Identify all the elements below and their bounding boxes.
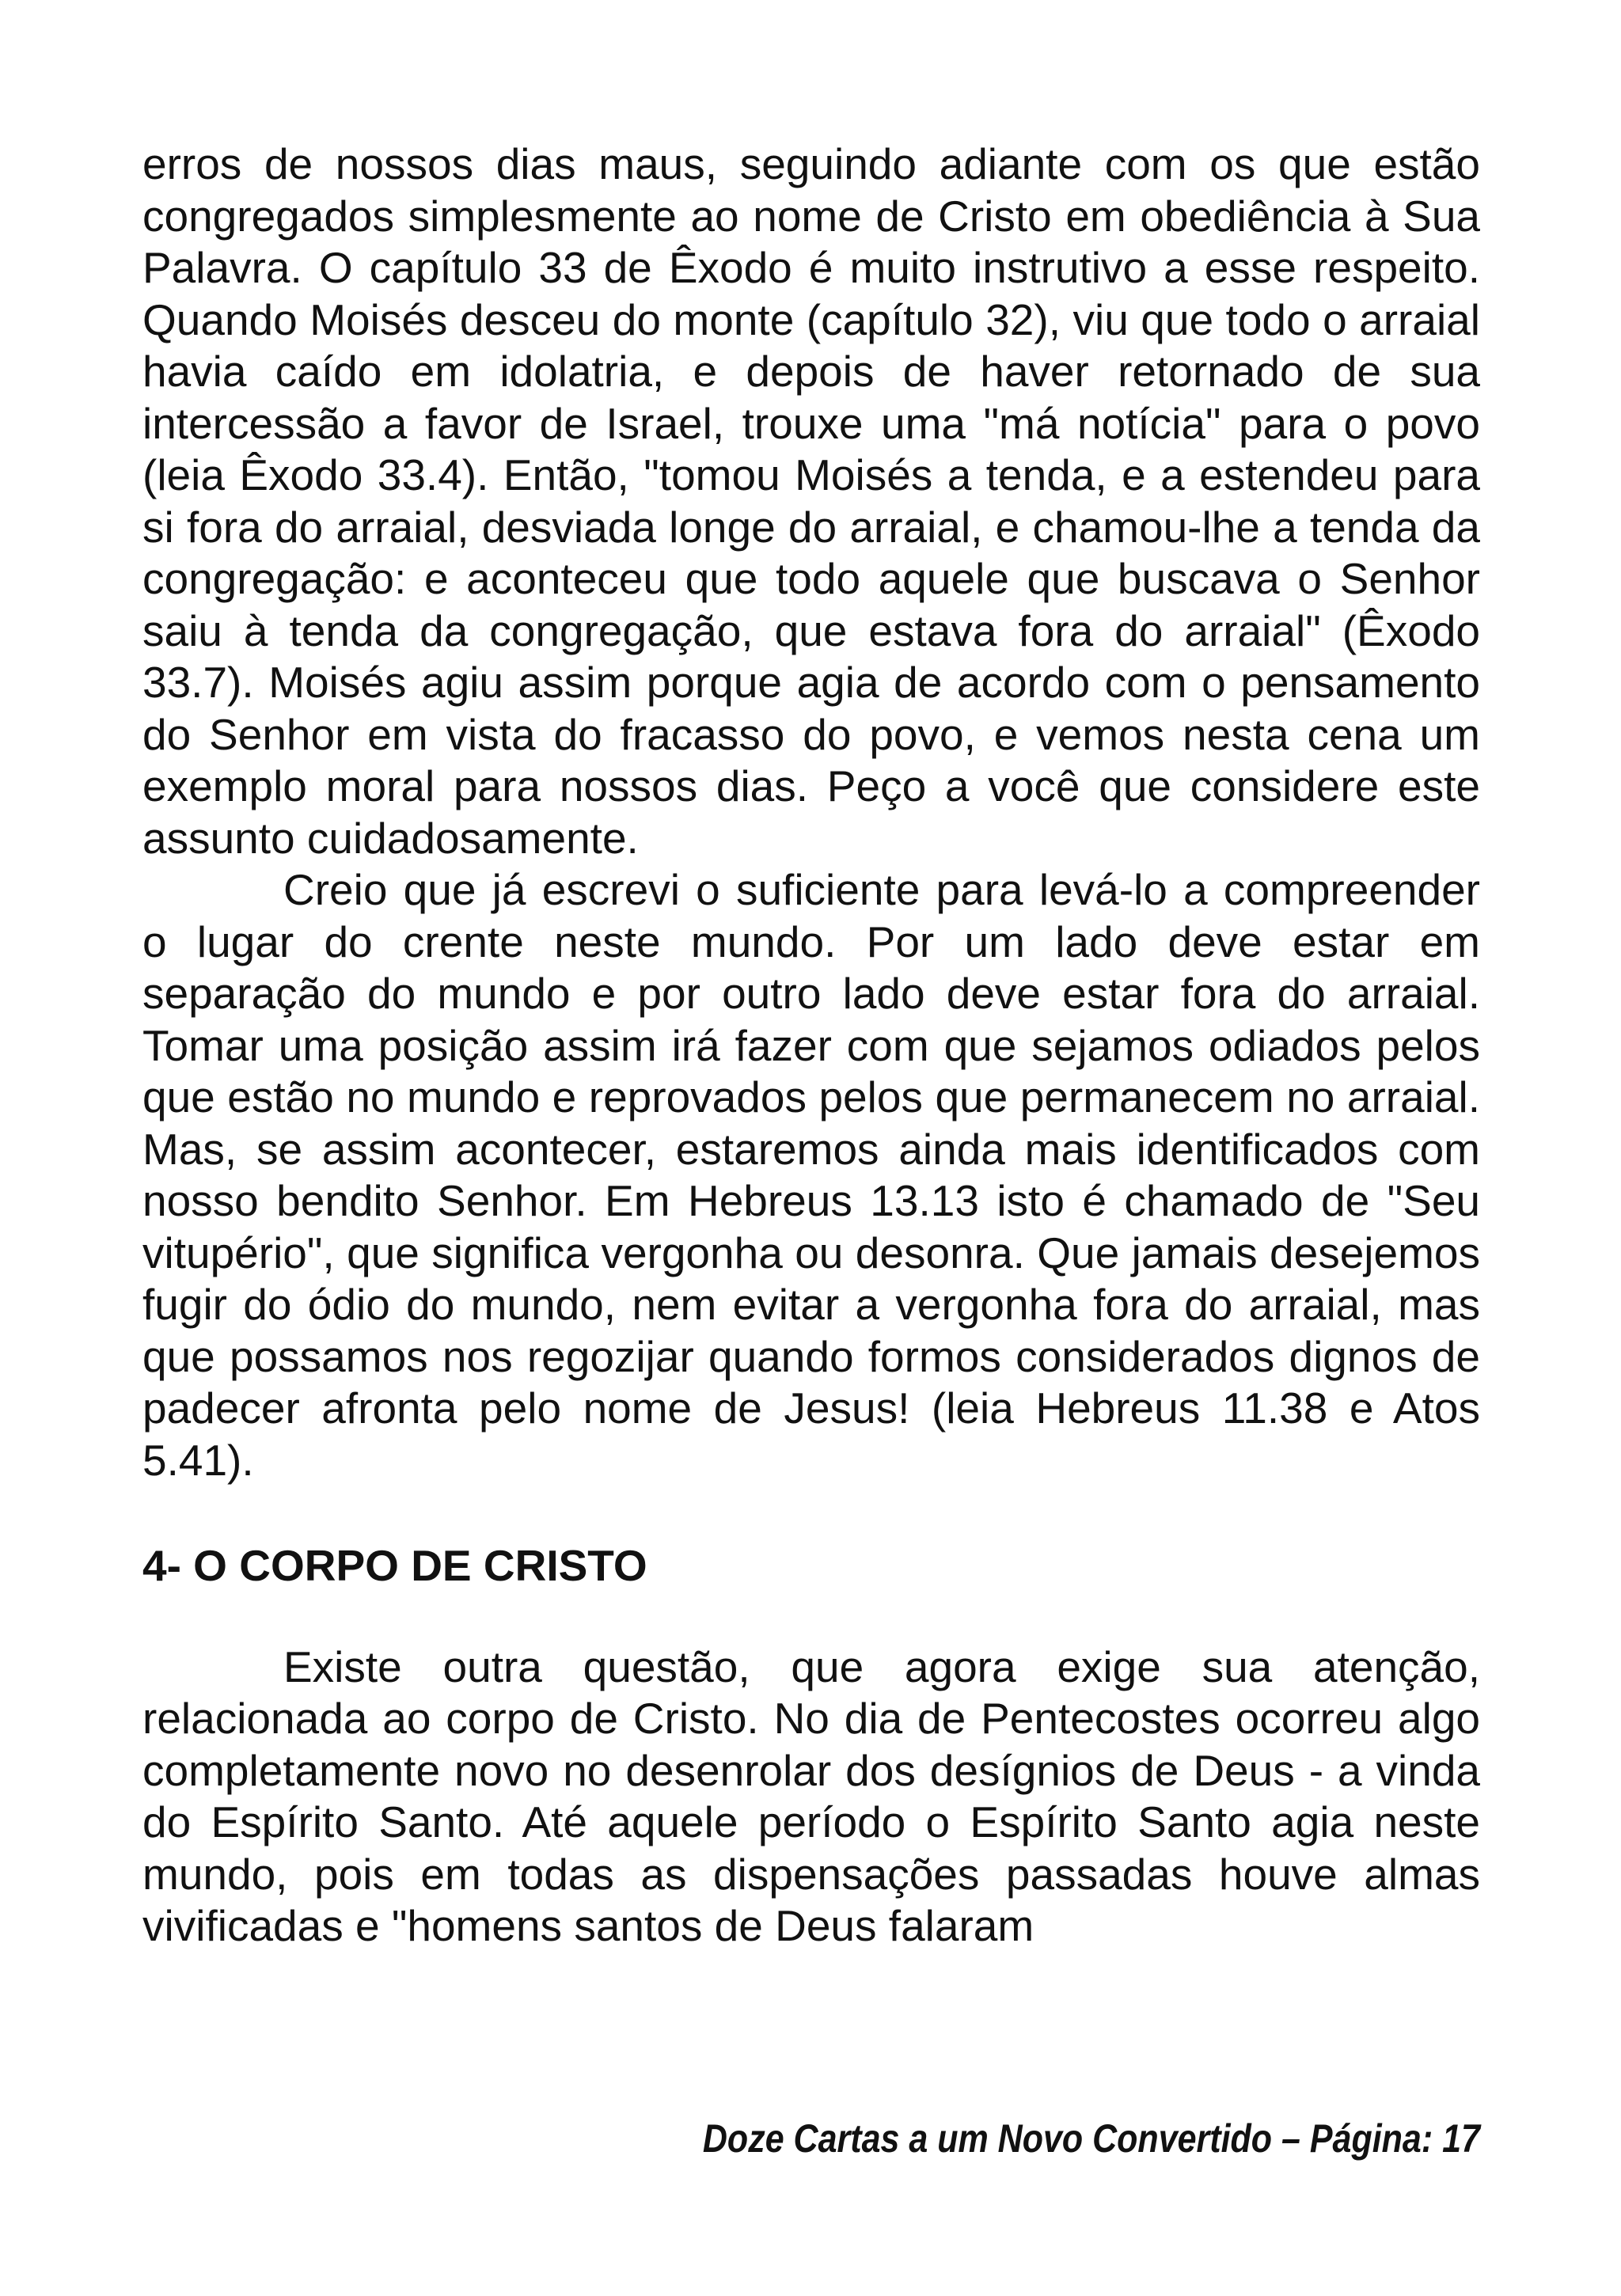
page-footer: Doze Cartas a um Novo Convertido – Página: 17 [702,2116,1480,2161]
page-body [142,139,1480,2196]
paragraph-2: Creio que já escrevi o suficiente para levá-lo a compreender o lugar do crente neste mundo. Por um lado deve estar em separação do mundo e por outro lado deve estar fora do arraial. Tomar uma posição assim irá fazer com que sejamos odiados pelos que estão no mundo e reprovados pelos que permanecem no arraial. Mas, se assim acontecer, estaremos ainda mais identificados com nosso bendito Senhor. Em Hebreus 13.13 isto é chamado de "Seu vitupério", que significa vergonha ou desonra. Que jamais desejemos fugir do ódio do mundo, nem evitar a vergonha fora do arraial, mas que possamos nos regozijar quando formos considerados dignos de padecer afronta pelo nome de Jesus! (leia Hebreus 11.38 e Atos 5.41). [142,865,1480,1485]
section-heading: 4- O CORPO DE CRISTO [142,1541,647,1590]
paragraph-3: Existe outra questão, que agora exige sua atenção, relacionada ao corpo de Cristo. No dia de Pentecostes ocorreu algo completamente novo no desenrolar dos desígnios de Deus - a vinda do Espírito Santo. Até aquele período o Espírito Santo agia neste mundo, pois em todas as dispensações passadas houve almas vivificadas e "homens santos de Deus falaram [142,1641,1480,1950]
paragraph-1: erros de nossos dias maus, seguindo adiante com os que estão congregados simplesmente ao nome de Cristo em obediência à Sua Palavra. O capítulo 33 de Êxodo é muito instrutivo a esse respeito. Quando Moisés desceu do monte (capítulo 32), viu que todo o arraial havia caído em idolatria, e depois de haver retornado de sua intercessão a favor de Israel, trouxe uma "má notícia" para o povo (leia Êxodo 33.4). Então, "tomou Moisés a tenda, e a estendeu para si fora do arraial, desviada longe do arraial, e chamou-lhe a tenda da congregação: e aconteceu que todo aquele que buscava o Senhor saiu à tenda da congregação, que estava fora do arraial" (Êxodo 33.7). Moisés agiu assim porque agia de acordo com o pensamento do Senhor em vista do fracasso do povo, e vemos nesta cena um exemplo moral para nossos dias. Peço a você que considere este assunto cuidadosamente. [142,139,1480,863]
